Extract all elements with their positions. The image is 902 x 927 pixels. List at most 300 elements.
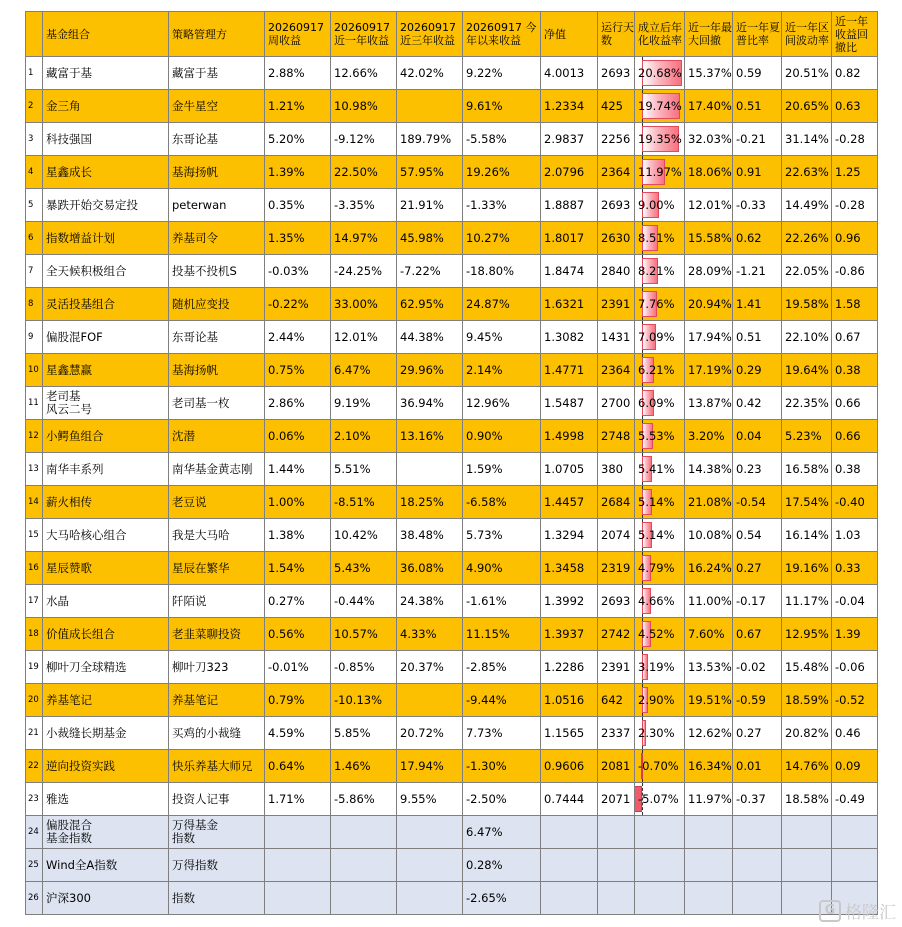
cell-nav: 1.0705	[541, 453, 598, 486]
cell-nav	[541, 816, 598, 849]
cell-return-drawdown-ratio: 1.25	[832, 156, 878, 189]
cell-sharpe-ratio: -1.21	[733, 255, 782, 288]
cell-sharpe-ratio: 0.42	[733, 387, 782, 420]
cell-one-year-return: -5.86%	[331, 783, 397, 816]
cell-max-drawdown: 16.34%	[685, 750, 733, 783]
header-sharpe-ratio: 近一年夏普比率	[733, 12, 782, 57]
annualized-return-label: 20.68%	[638, 65, 682, 80]
cell-sharpe-ratio: 0.51	[733, 321, 782, 354]
cell-three-year-return: 36.94%	[397, 387, 463, 420]
table-row	[26, 156, 878, 189]
cell-max-drawdown: 17.40%	[685, 90, 733, 123]
cell-one-year-return: 2.10%	[331, 420, 397, 453]
cell-row-index: 22	[26, 750, 43, 783]
cell-manager-name	[169, 816, 265, 849]
cell-max-drawdown	[685, 816, 733, 849]
cell-nav: 4.0013	[541, 57, 598, 90]
cell-row-index: 18	[26, 618, 43, 651]
cell-annualized-return	[635, 90, 685, 123]
annualized-return-label: 9.00%	[638, 197, 675, 212]
cell-ytd-return: -6.58%	[463, 486, 541, 519]
annualized-return-label: 5.53%	[638, 428, 675, 443]
header-strategy-manager: 策略管理方	[169, 12, 265, 57]
cell-three-year-return: 20.72%	[397, 717, 463, 750]
cell-sharpe-ratio: -0.54	[733, 486, 782, 519]
cell-fund-name: 价值成长组合	[43, 618, 169, 651]
cell-annualized-return	[635, 816, 685, 849]
cell-one-year-return: -3.35%	[331, 189, 397, 222]
table-row	[26, 255, 878, 288]
annualized-return-label	[635, 891, 638, 905]
cell-manager-name: 柳叶刀323	[169, 651, 265, 684]
annualized-return-label: -0.70%	[638, 758, 679, 773]
cell-annualized-return	[635, 453, 685, 486]
cell-manager-name: 投资人记事	[169, 783, 265, 816]
cell-return-drawdown-ratio: -0.52	[832, 684, 878, 717]
cell-ytd-return: 9.61%	[463, 90, 541, 123]
cell-sharpe-ratio: 0.27	[733, 552, 782, 585]
cell-manager-name: 基海扬帆	[169, 354, 265, 387]
cell-fund-name: 柳叶刀全球精选	[43, 651, 169, 684]
cell-annualized-return	[635, 420, 685, 453]
cell-sharpe-ratio	[733, 816, 782, 849]
table-row	[26, 816, 878, 849]
cell-return-drawdown-ratio: 1.39	[832, 618, 878, 651]
cell-volatility: 11.17%	[782, 585, 832, 618]
fund-name-line: 风云二号	[46, 402, 92, 416]
cell-max-drawdown: 20.94%	[685, 288, 733, 321]
cell-weekly-return: -0.03%	[265, 255, 331, 288]
table-row	[26, 90, 878, 123]
cell-three-year-return: 42.02%	[397, 57, 463, 90]
cell-nav: 1.1565	[541, 717, 598, 750]
cell-running-days: 2071	[598, 783, 635, 816]
cell-volatility: 31.14%	[782, 123, 832, 156]
table-row	[26, 321, 878, 354]
cell-manager-name: 养基笔记	[169, 684, 265, 717]
cell-sharpe-ratio: 0.27	[733, 717, 782, 750]
cell-ytd-return: 6.47%	[463, 816, 541, 849]
cell-fund-name: 暴跌开始交易定投	[43, 189, 169, 222]
cell-manager-name: peterwan	[169, 189, 265, 222]
table-row	[26, 354, 878, 387]
cell-annualized-return	[635, 651, 685, 684]
cell-one-year-return: 10.57%	[331, 618, 397, 651]
cell-weekly-return: 5.20%	[265, 123, 331, 156]
cell-fund-name: 养基笔记	[43, 684, 169, 717]
cell-return-drawdown-ratio: -0.86	[832, 255, 878, 288]
cell-running-days: 2630	[598, 222, 635, 255]
cell-sharpe-ratio: 0.29	[733, 354, 782, 387]
table-row	[26, 57, 878, 90]
cell-return-drawdown-ratio: 0.96	[832, 222, 878, 255]
cell-volatility: 20.51%	[782, 57, 832, 90]
cell-max-drawdown: 19.51%	[685, 684, 733, 717]
cell-row-index: 4	[26, 156, 43, 189]
cell-ytd-return: 19.26%	[463, 156, 541, 189]
cell-sharpe-ratio: -0.17	[733, 585, 782, 618]
cell-weekly-return: -0.01%	[265, 651, 331, 684]
cell-one-year-return: -24.25%	[331, 255, 397, 288]
cell-volatility: 22.35%	[782, 387, 832, 420]
cell-sharpe-ratio	[733, 849, 782, 882]
cell-three-year-return: 13.16%	[397, 420, 463, 453]
cell-volatility: 22.05%	[782, 255, 832, 288]
cell-sharpe-ratio: 0.54	[733, 519, 782, 552]
cell-sharpe-ratio: 0.01	[733, 750, 782, 783]
cell-volatility: 20.65%	[782, 90, 832, 123]
cell-annualized-return	[635, 849, 685, 882]
cell-running-days: 2748	[598, 420, 635, 453]
cell-one-year-return	[331, 816, 397, 849]
cell-annualized-return	[635, 222, 685, 255]
cell-annualized-return	[635, 882, 685, 915]
cell-one-year-return: -0.85%	[331, 651, 397, 684]
cell-fund-name: 金三角	[43, 90, 169, 123]
cell-three-year-return	[397, 684, 463, 717]
cell-weekly-return: 1.39%	[265, 156, 331, 189]
cell-return-drawdown-ratio: 0.67	[832, 321, 878, 354]
header-ytd-return: 20260917 今年以来收益	[463, 12, 541, 57]
cell-nav: 1.8017	[541, 222, 598, 255]
cell-annualized-return	[635, 156, 685, 189]
cell-manager-name: 藏富于基	[169, 57, 265, 90]
table-row	[26, 486, 878, 519]
cell-running-days	[598, 816, 635, 849]
annualized-return-label: 19.35%	[638, 131, 682, 146]
cell-running-days: 2742	[598, 618, 635, 651]
cell-sharpe-ratio: 0.23	[733, 453, 782, 486]
annualized-return-label: 8.51%	[638, 230, 675, 245]
cell-sharpe-ratio: 0.59	[733, 57, 782, 90]
cell-running-days: 2391	[598, 651, 635, 684]
header-three-year-return: 20260917 近三年收益	[397, 12, 463, 57]
cell-nav: 1.2334	[541, 90, 598, 123]
cell-return-drawdown-ratio: 0.82	[832, 57, 878, 90]
cell-fund-name: Wind全A指数	[43, 849, 169, 882]
cell-volatility: 22.10%	[782, 321, 832, 354]
cell-return-drawdown-ratio: 0.66	[832, 387, 878, 420]
cell-sharpe-ratio: 1.41	[733, 288, 782, 321]
cell-ytd-return: -2.85%	[463, 651, 541, 684]
cell-max-drawdown: 16.24%	[685, 552, 733, 585]
cell-volatility: 15.48%	[782, 651, 832, 684]
cell-three-year-return: 57.95%	[397, 156, 463, 189]
annualized-return-label: 5.14%	[638, 494, 675, 509]
cell-manager-name: 老豆说	[169, 486, 265, 519]
cell-ytd-return: 1.59%	[463, 453, 541, 486]
cell-annualized-return	[635, 519, 685, 552]
cell-running-days: 2840	[598, 255, 635, 288]
cell-row-index: 24	[26, 816, 43, 849]
manager-name-line: 万得基金	[172, 818, 218, 832]
cell-row-index: 17	[26, 585, 43, 618]
cell-three-year-return: 29.96%	[397, 354, 463, 387]
fund-portfolio-table	[25, 11, 878, 915]
cell-running-days: 2693	[598, 57, 635, 90]
cell-ytd-return: 10.27%	[463, 222, 541, 255]
cell-one-year-return: 10.42%	[331, 519, 397, 552]
cell-max-drawdown: 15.58%	[685, 222, 733, 255]
cell-three-year-return: 44.38%	[397, 321, 463, 354]
cell-return-drawdown-ratio: 0.38	[832, 354, 878, 387]
cell-annualized-return	[635, 189, 685, 222]
cell-fund-name: 指数增益计划	[43, 222, 169, 255]
cell-fund-name: 小鳄鱼组合	[43, 420, 169, 453]
cell-one-year-return	[331, 849, 397, 882]
table-row	[26, 420, 878, 453]
cell-return-drawdown-ratio: 0.66	[832, 420, 878, 453]
cell-sharpe-ratio: -0.21	[733, 123, 782, 156]
cell-annualized-return	[635, 387, 685, 420]
cell-max-drawdown: 17.94%	[685, 321, 733, 354]
cell-nav: 0.7444	[541, 783, 598, 816]
cell-nav: 0.9606	[541, 750, 598, 783]
cell-volatility: 19.58%	[782, 288, 832, 321]
cell-three-year-return: 38.48%	[397, 519, 463, 552]
header-running-days: 运行天数	[598, 12, 635, 57]
cell-return-drawdown-ratio: 1.58	[832, 288, 878, 321]
cell-annualized-return	[635, 585, 685, 618]
cell-sharpe-ratio: -0.37	[733, 783, 782, 816]
cell-max-drawdown: 13.87%	[685, 387, 733, 420]
header-return-drawdown-ratio: 近一年收益回撤比	[832, 12, 878, 57]
table-row	[26, 717, 878, 750]
annualized-return-label: 2.90%	[638, 692, 675, 707]
cell-manager-name: 星辰在繁华	[169, 552, 265, 585]
cell-annualized-return	[635, 288, 685, 321]
cell-weekly-return: 4.59%	[265, 717, 331, 750]
cell-one-year-return: 6.47%	[331, 354, 397, 387]
annualized-return-label: 7.76%	[638, 296, 675, 311]
cell-one-year-return: 9.19%	[331, 387, 397, 420]
cell-nav: 1.3082	[541, 321, 598, 354]
table-header-row	[26, 12, 878, 57]
cell-one-year-return: 10.98%	[331, 90, 397, 123]
cell-one-year-return: -10.13%	[331, 684, 397, 717]
cell-weekly-return: 0.79%	[265, 684, 331, 717]
cell-manager-name: 老韭菜聊投资	[169, 618, 265, 651]
cell-three-year-return: 36.08%	[397, 552, 463, 585]
cell-weekly-return: 1.71%	[265, 783, 331, 816]
cell-weekly-return: 1.00%	[265, 486, 331, 519]
cell-manager-name: 我是大马哈	[169, 519, 265, 552]
cell-manager-name: 沈潜	[169, 420, 265, 453]
cell-sharpe-ratio: 0.04	[733, 420, 782, 453]
cell-three-year-return: 189.79%	[397, 123, 463, 156]
cell-max-drawdown: 32.03%	[685, 123, 733, 156]
table-row	[26, 123, 878, 156]
cell-nav: 1.3992	[541, 585, 598, 618]
cell-max-drawdown: 13.53%	[685, 651, 733, 684]
cell-one-year-return	[331, 882, 397, 915]
cell-row-index: 6	[26, 222, 43, 255]
header-volatility: 近一年区间波动率	[782, 12, 832, 57]
cell-max-drawdown: 18.06%	[685, 156, 733, 189]
cell-volatility	[782, 816, 832, 849]
cell-volatility: 22.26%	[782, 222, 832, 255]
cell-fund-name	[43, 387, 169, 420]
annualized-return-label: 5.41%	[638, 461, 675, 476]
header-index	[26, 12, 43, 57]
cell-return-drawdown-ratio	[832, 816, 878, 849]
table-row	[26, 519, 878, 552]
cell-three-year-return	[397, 453, 463, 486]
cell-volatility: 18.58%	[782, 783, 832, 816]
cell-sharpe-ratio: -0.59	[733, 684, 782, 717]
cell-row-index: 3	[26, 123, 43, 156]
cell-weekly-return: 2.86%	[265, 387, 331, 420]
header-nav: 净值	[541, 12, 598, 57]
annualized-return-label: 4.66%	[638, 593, 675, 608]
cell-annualized-return	[635, 321, 685, 354]
cell-three-year-return: 20.37%	[397, 651, 463, 684]
cell-three-year-return: 17.94%	[397, 750, 463, 783]
cell-volatility: 14.76%	[782, 750, 832, 783]
cell-row-index: 16	[26, 552, 43, 585]
cell-row-index: 26	[26, 882, 43, 915]
header-weekly-return: 20260917 周收益	[265, 12, 331, 57]
annualized-return-label: 3.19%	[638, 659, 675, 674]
cell-nav: 1.4998	[541, 420, 598, 453]
cell-nav: 1.6321	[541, 288, 598, 321]
cell-annualized-return	[635, 717, 685, 750]
table-row	[26, 618, 878, 651]
cell-running-days: 1431	[598, 321, 635, 354]
cell-ytd-return: -1.30%	[463, 750, 541, 783]
cell-fund-name: 灵活投基组合	[43, 288, 169, 321]
cell-weekly-return: 1.44%	[265, 453, 331, 486]
cell-return-drawdown-ratio: -0.28	[832, 123, 878, 156]
cell-one-year-return: 12.66%	[331, 57, 397, 90]
cell-manager-name: 南华基金黄志刚	[169, 453, 265, 486]
cell-weekly-return: 1.54%	[265, 552, 331, 585]
annualized-return-label: 11.97%	[638, 164, 682, 179]
cell-row-index: 21	[26, 717, 43, 750]
cell-weekly-return: 0.06%	[265, 420, 331, 453]
fund-name-line: 偏股混合	[46, 818, 92, 832]
cell-running-days: 380	[598, 453, 635, 486]
cell-three-year-return: 18.25%	[397, 486, 463, 519]
cell-weekly-return	[265, 882, 331, 915]
cell-manager-name: 金牛星空	[169, 90, 265, 123]
cell-sharpe-ratio: 0.62	[733, 222, 782, 255]
cell-ytd-return: 11.15%	[463, 618, 541, 651]
cell-max-drawdown	[685, 882, 733, 915]
table-row	[26, 288, 878, 321]
cell-three-year-return	[397, 816, 463, 849]
cell-annualized-return	[635, 486, 685, 519]
cell-fund-name: 星辰赞歌	[43, 552, 169, 585]
cell-max-drawdown: 12.62%	[685, 717, 733, 750]
cell-one-year-return: 33.00%	[331, 288, 397, 321]
header-annualized-return: 成立后年化收益率	[635, 12, 685, 57]
cell-volatility: 22.63%	[782, 156, 832, 189]
cell-volatility: 16.58%	[782, 453, 832, 486]
cell-fund-name: 大马哈核心组合	[43, 519, 169, 552]
cell-ytd-return: 9.22%	[463, 57, 541, 90]
cell-ytd-return: 0.90%	[463, 420, 541, 453]
annualized-return-label: 6.09%	[638, 395, 675, 410]
annualized-return-label: 6.21%	[638, 362, 675, 377]
cell-fund-name: 科技强国	[43, 123, 169, 156]
cell-weekly-return: 1.21%	[265, 90, 331, 123]
cell-manager-name: 东哥论基	[169, 321, 265, 354]
cell-running-days: 2256	[598, 123, 635, 156]
cell-row-index: 25	[26, 849, 43, 882]
cell-weekly-return: 2.88%	[265, 57, 331, 90]
cell-sharpe-ratio	[733, 882, 782, 915]
cell-return-drawdown-ratio: 0.38	[832, 453, 878, 486]
annualized-return-label: 5.14%	[638, 527, 675, 542]
cell-one-year-return: 12.01%	[331, 321, 397, 354]
cell-ytd-return: 9.45%	[463, 321, 541, 354]
cell-volatility: 16.14%	[782, 519, 832, 552]
annualized-return-label: 4.79%	[638, 560, 675, 575]
cell-fund-name: 水晶	[43, 585, 169, 618]
cell-manager-name: 基海扬帆	[169, 156, 265, 189]
cell-max-drawdown: 21.08%	[685, 486, 733, 519]
cell-one-year-return: 22.50%	[331, 156, 397, 189]
cell-row-index: 2	[26, 90, 43, 123]
cell-ytd-return: -1.61%	[463, 585, 541, 618]
cell-return-drawdown-ratio: -0.28	[832, 189, 878, 222]
table-row	[26, 387, 878, 420]
cell-weekly-return: 1.38%	[265, 519, 331, 552]
cell-annualized-return	[635, 552, 685, 585]
annualized-return-label: -5.07%	[638, 791, 679, 806]
table-row	[26, 750, 878, 783]
cell-sharpe-ratio: -0.02	[733, 651, 782, 684]
cell-one-year-return: 1.46%	[331, 750, 397, 783]
cell-running-days: 2693	[598, 585, 635, 618]
cell-row-index: 8	[26, 288, 43, 321]
cell-max-drawdown: 7.60%	[685, 618, 733, 651]
cell-ytd-return: 2.14%	[463, 354, 541, 387]
cell-return-drawdown-ratio: 0.46	[832, 717, 878, 750]
cell-nav: 1.3458	[541, 552, 598, 585]
cell-running-days: 2391	[598, 288, 635, 321]
cell-nav: 1.4457	[541, 486, 598, 519]
cell-fund-name: 雅选	[43, 783, 169, 816]
cell-running-days: 2319	[598, 552, 635, 585]
cell-weekly-return: 1.35%	[265, 222, 331, 255]
cell-return-drawdown-ratio: -0.40	[832, 486, 878, 519]
annualized-return-label: 7.09%	[638, 329, 675, 344]
cell-one-year-return: -8.51%	[331, 486, 397, 519]
table-row	[26, 783, 878, 816]
cell-max-drawdown: 11.97%	[685, 783, 733, 816]
cell-annualized-return	[635, 684, 685, 717]
cell-max-drawdown: 28.09%	[685, 255, 733, 288]
cell-fund-name: 逆向投资实践	[43, 750, 169, 783]
cell-three-year-return	[397, 90, 463, 123]
cell-manager-name: 万得指数	[169, 849, 265, 882]
cell-return-drawdown-ratio: -0.04	[832, 585, 878, 618]
cell-nav: 1.0516	[541, 684, 598, 717]
cell-sharpe-ratio: 0.67	[733, 618, 782, 651]
cell-one-year-return: -9.12%	[331, 123, 397, 156]
cell-running-days: 642	[598, 684, 635, 717]
cell-manager-name: 指数	[169, 882, 265, 915]
gelonghui-logo-icon: G	[819, 900, 841, 922]
cell-row-index: 12	[26, 420, 43, 453]
cell-weekly-return: 0.35%	[265, 189, 331, 222]
cell-weekly-return	[265, 816, 331, 849]
cell-manager-name: 投基不投机S	[169, 255, 265, 288]
table-row	[26, 882, 878, 915]
cell-ytd-return: 12.96%	[463, 387, 541, 420]
